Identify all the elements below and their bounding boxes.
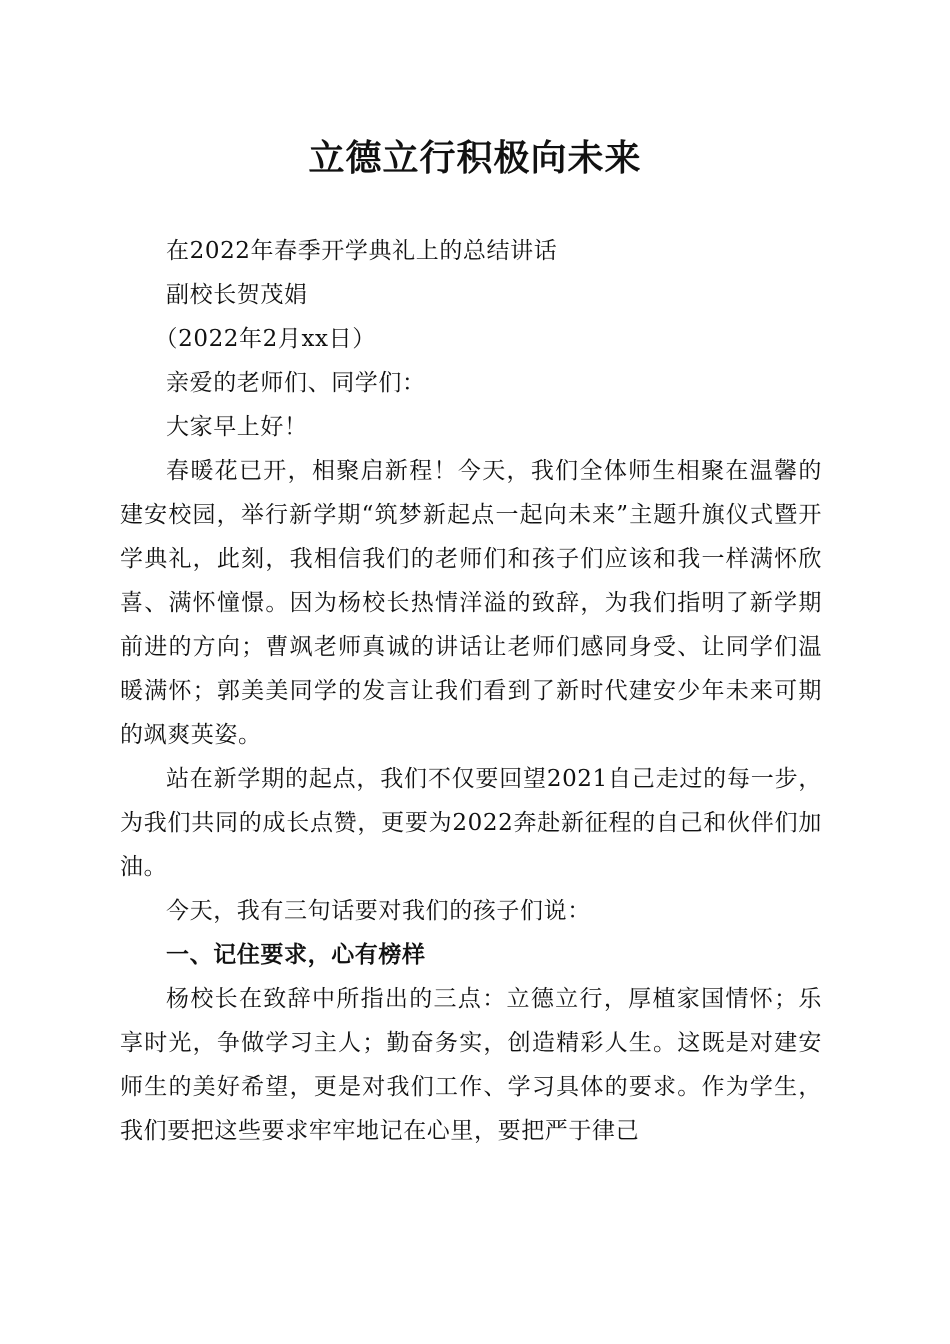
paragraph: 杨校长在致辞中所指出的三点：立德立行，厚植家国情怀；乐享时光，争做学习主人；勤奋务实，创造精彩人生。这既是对建安师生的美好希望，更是对我们工作、学习具体的要求。作为学生，我们要把这些要求牢牢地记在心里，要把严于律己 bbox=[120, 986, 822, 1144]
paragraph: 春暖花已开，相聚启新程！今天，我们全体师生相聚在温馨的建安校园，举行新学期“筑梦新起点一起向未来”主题升旗仪式暨开学典礼，此刻，我相信我们的老师们和孩子们应该和我一样满怀欣喜、满怀憧憬。因为杨校长热情洋溢的致辞，为我们指明了新学期前进的方向；曹飒老师真诚的讲话让老师们感同身受、让同学们温暖满怀；郭美美同学的发言让我们看到了新时代建安少年未来可期的飒爽英姿。 bbox=[120, 458, 822, 748]
speaker-line: 副校长贺茂娟 bbox=[166, 282, 308, 308]
salutation: 亲爱的老师们、同学们： bbox=[166, 370, 426, 396]
section-heading: 一、记住要求，心有榜样 bbox=[166, 942, 426, 968]
date-line: （2022年2月xx日） bbox=[154, 326, 376, 352]
greeting: 大家早上好！ bbox=[166, 414, 308, 440]
document-body bbox=[120, 229, 822, 1153]
paragraph: 站在新学期的起点，我们不仅要回望2021自己走过的每一步，为我们共同的成长点赞，更要为2022奔赴新征程的自己和伙伴们加油。 bbox=[120, 766, 822, 880]
paragraph: 今天，我有三句话要对我们的孩子们说： bbox=[166, 898, 591, 924]
document-title: 立德立行积极向未来 bbox=[308, 137, 642, 179]
speech-subtitle: 在2022年春季开学典礼上的总结讲话 bbox=[166, 238, 558, 264]
